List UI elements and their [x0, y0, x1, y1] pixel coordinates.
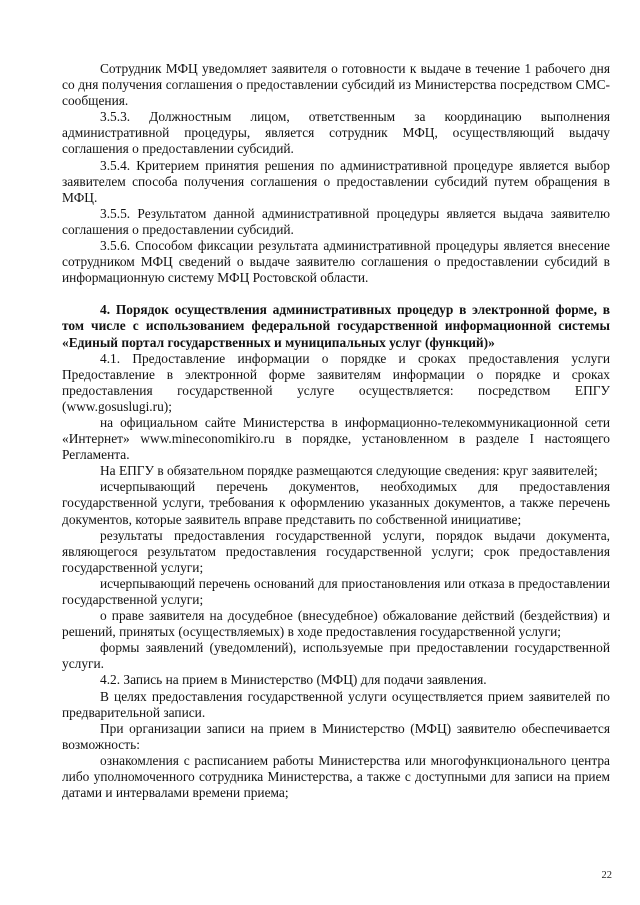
paragraph-service-results: результаты предоставления государственной услуги, порядок выдачи документа, являющегося результатом предоставления государственной услуги; срок предоставления государственной услуги; [62, 527, 610, 575]
paragraph-epgu-info: На ЕПГУ в обязательном порядке размещаются следующие сведения: круг заявителей; [100, 463, 598, 479]
paragraph-appeal-right: о праве заявителя на досудебное (внесудебное) обжалование действий (бездействия) и решений, принятых (осуществляемых) в ходе предоставления государственной услуги; [62, 608, 610, 640]
paragraph-3-5-5: 3.5.5. Результатом данной административной процедуры является выдача заявителю соглашения о предоставлении субсидий. [62, 205, 610, 237]
paragraph-mfc-notification: Сотрудник МФЦ уведомляет заявителя о готовности к выдаче в течение 1 рабочего дня со дня получения соглашения о предоставлении субсидий из Министерства посредством СМС-сообщения. [62, 61, 610, 109]
page-content [62, 61, 610, 801]
paragraph-refusal-grounds: исчерпывающий перечень оснований для приостановления или отказа в предоставлении государственной услуги; [62, 575, 610, 607]
paragraph-appointment-organization: При организации записи на прием в Министерство (МФЦ) заявителю обеспечивается возможность: [62, 720, 610, 752]
paragraph-3-5-6: 3.5.6. Способом фиксации результата административной процедуры является внесение сотрудником МФЦ сведений о выдаче заявителю соглашения о предоставлении субсидий в информационную систему МФЦ Ростовской области. [62, 238, 610, 286]
section-4-heading: 4. Порядок осуществления административных процедур в электронной форме, в том числе с использованием федеральной государственной информационной системы «Единый портал государственных и муниципальных услуг (функций)» [62, 302, 610, 350]
paragraph-3-5-3: 3.5.3. Должностным лицом, ответственным за координацию выполнения административной процедуры, является сотрудник МФЦ, осуществляющий выдачу соглашения о предоставлении субсидий. [62, 109, 610, 157]
paragraph-3-5-4: 3.5.4. Критерием принятия решения по административной процедуре является выбор заявителем способа получения соглашения о предоставлении субсидий путем обращения в МФЦ. [62, 157, 610, 205]
paragraph-forms: формы заявлений (уведомлений), используемые при предоставлении государственной услуги. [62, 640, 610, 672]
paragraph-documents-list: исчерпывающий перечень документов, необходимых для предоставления государственной услуги, требования к оформлению указанных документов, а также перечень документов, которые заявитель вправе представить по собственной инициативе; [62, 479, 610, 527]
paragraph-4-1: 4.1. Предоставление информации о порядке и сроках предоставления услуги Предоставление в электронной форме заявителям информации о порядке и сроках предоставления государственной услуге осуществляется: посредством ЕПГУ (www.gosuslugi.ru); [62, 350, 610, 414]
paragraph-4-2: 4.2. Запись на прием в Министерство (МФЦ) для подачи заявления. [100, 672, 487, 688]
paragraph-schedule-review: ознакомления с расписанием работы Министерства или многофункционального центра либо уполномоченного сотрудника Министерства, а также с доступными для записи на прием датами и интервалами времени приема; [62, 752, 610, 801]
paragraph-appointment-purpose: В целях предоставления государственной услуги осуществляется прием заявителей по предварительной записи. [62, 688, 610, 720]
paragraph-official-site: на официальном сайте Министерства в информационно-телекоммуникационной сети «Интернет» www.mineconomikiro.ru в порядке, установленном в разделе I настоящего Регламента. [62, 414, 610, 463]
page-number: 22 [601, 870, 612, 881]
